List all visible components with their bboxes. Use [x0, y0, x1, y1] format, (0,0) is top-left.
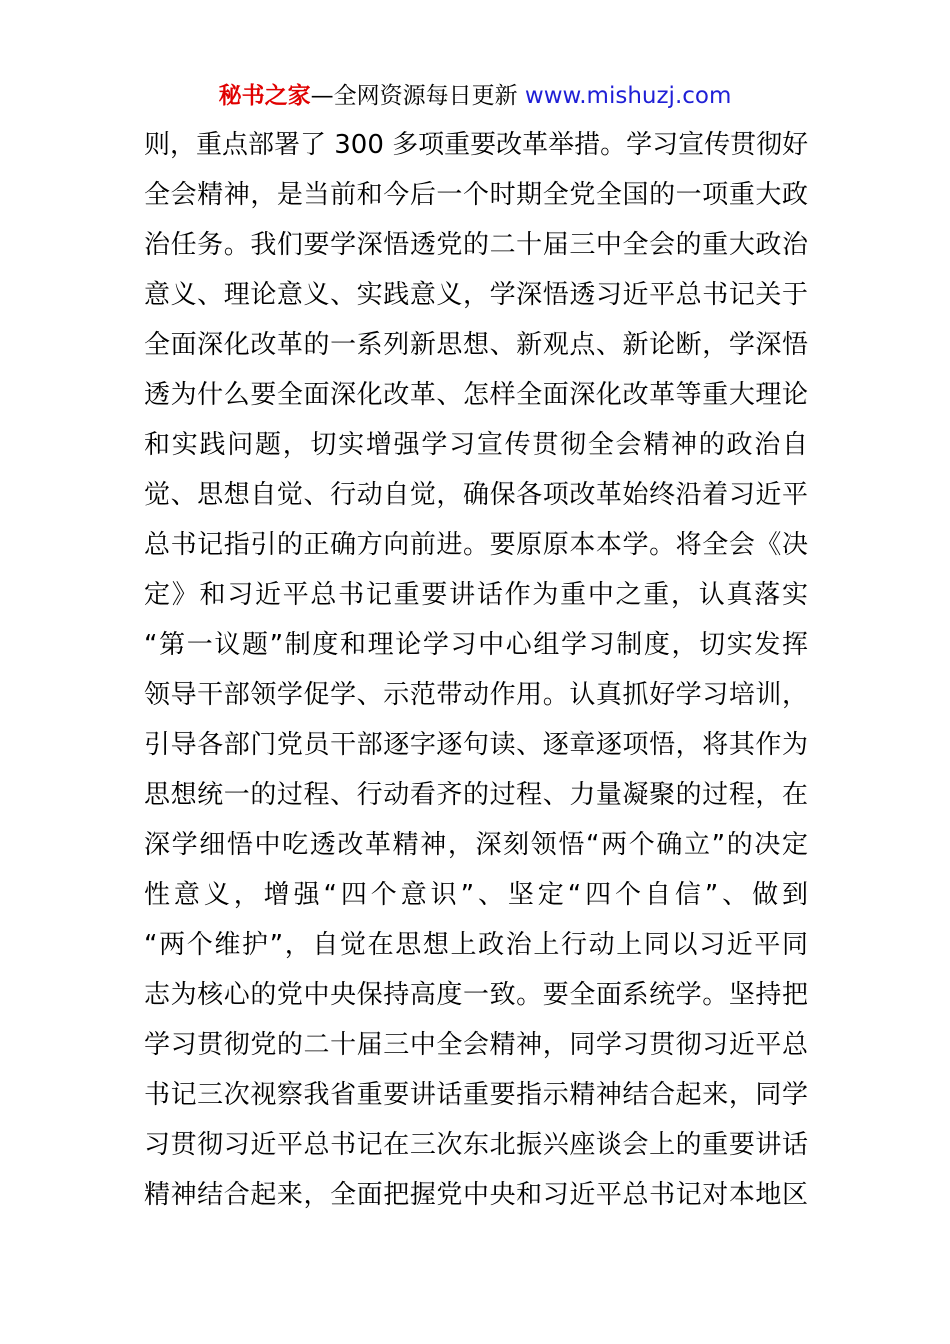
text-line: 书记三次视察我省重要讲话重要指示精神结合起来，同学 — [144, 1080, 808, 1110]
text-line: 则，重点部署了 300 多项重要改革举措。学习宣传贯彻好 — [144, 130, 808, 160]
text-line: 领导干部领学促学、示范带动作用。认真抓好学习培训， — [144, 680, 808, 710]
header-tagline: —全网资源每日更新 — [310, 83, 518, 109]
text-line: 和实践问题，切实增强学习宣传贯彻全会精神的政治自 — [144, 430, 808, 460]
text-line: 总书记指引的正确方向前进。要原原本本学。将全会《决 — [144, 530, 808, 560]
text-line: 透为什么要全面深化改革、怎样全面深化改革等重大理论 — [144, 380, 808, 410]
header-url-link[interactable]: www.mishuzj.com — [524, 83, 732, 109]
text-line: 意义、理论意义、实践意义，学深悟透习近平总书记关于 — [144, 280, 808, 310]
text-line: 志为核心的党中央保持高度一致。要全面系统学。坚持把 — [144, 980, 808, 1010]
text-line: 思想统一的过程、行动看齐的过程、力量凝聚的过程，在 — [144, 780, 808, 810]
text-line: 定》和习近平总书记重要讲话作为重中之重，认真落实 — [144, 580, 808, 610]
text-line: 深学细悟中吃透改革精神，深刻领悟“两个确立”的决定 — [144, 830, 808, 860]
text-line: 性意义，增强“四个意识”、坚定“四个自信”、做到 — [144, 880, 808, 910]
text-line: “第一议题”制度和理论学习中心组学习制度，切实发挥 — [144, 630, 808, 660]
text-line: 引导各部门党员干部逐字逐句读、逐章逐项悟，将其作为 — [144, 730, 808, 760]
text-line: 习贯彻习近平总书记在三次东北振兴座谈会上的重要讲话 — [144, 1130, 808, 1160]
header-brand: 秘书之家 — [218, 83, 311, 109]
body-paragraph — [144, 120, 808, 1220]
text-line: 精神结合起来，全面把握党中央和习近平总书记对本地区 — [144, 1180, 808, 1210]
text-line: 全会精神，是当前和今后一个时期全党全国的一项重大政 — [144, 180, 808, 210]
text-line: 觉、思想自觉、行动自觉，确保各项改革始终沿着习近平 — [144, 480, 808, 510]
text-line: 全面深化改革的一系列新思想、新观点、新论断，学深悟 — [144, 330, 808, 360]
text-line: “两个维护”，自觉在思想上政治上行动上同以习近平同 — [144, 930, 808, 960]
text-line: 治任务。我们要学深悟透党的二十届三中全会的重大政治 — [144, 230, 808, 260]
page-header — [0, 80, 950, 112]
text-line: 学习贯彻党的二十届三中全会精神，同学习贯彻习近平总 — [144, 1030, 808, 1060]
